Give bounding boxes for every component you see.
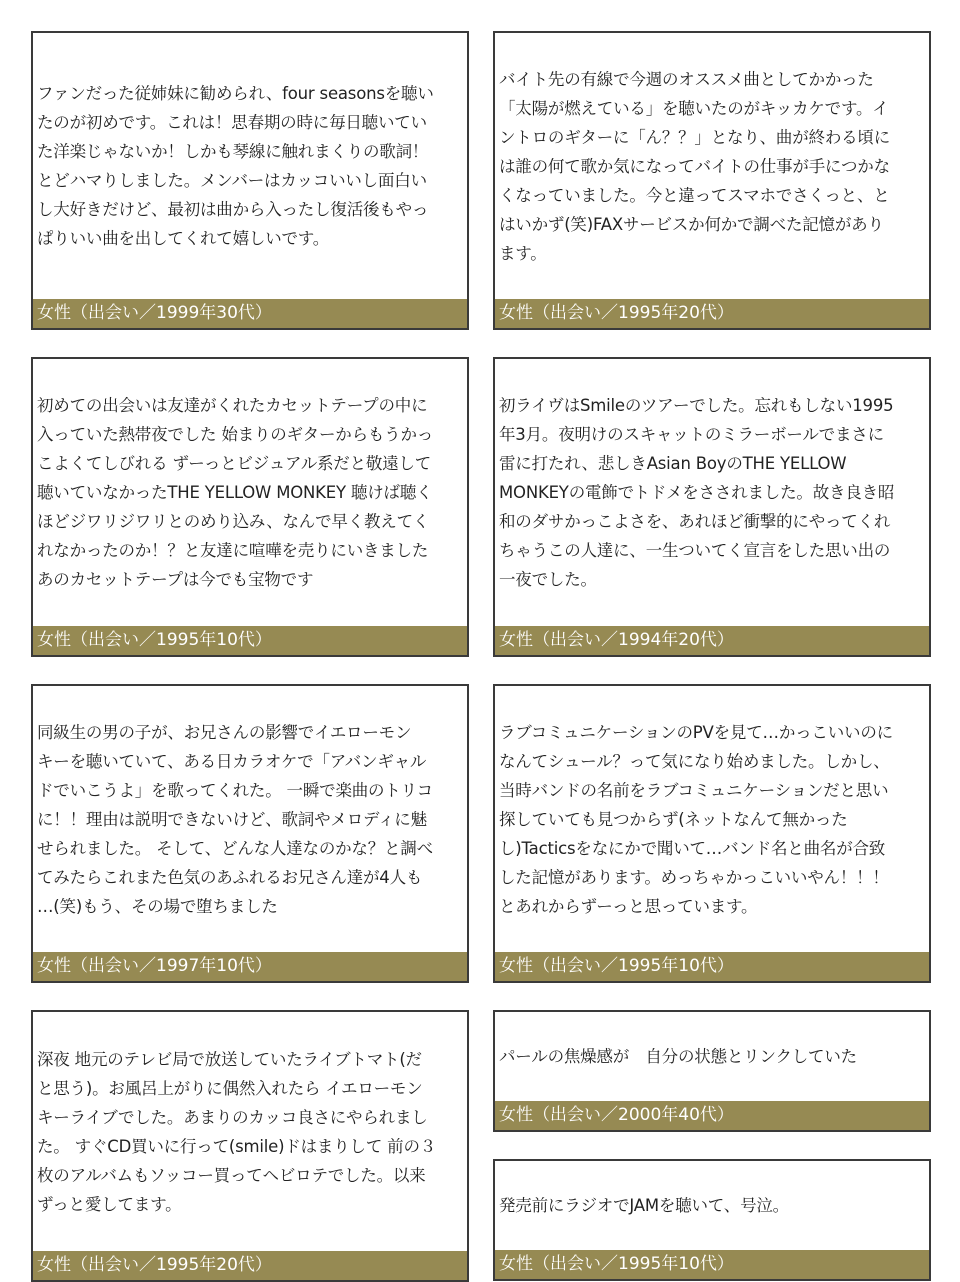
card-text-line: 深夜 地元のテレビ局で放送していたライブトマト(だ <box>37 1049 422 1069</box>
card-text-line: 一夜でした。 <box>499 570 597 589</box>
testimonial-card <box>493 684 931 983</box>
card-text-line: ントロのギターに「ん？？」となり、曲が終わる頃に <box>499 127 891 147</box>
card-text-line: せられました。 そして、どんな人達なのかな？と調べ <box>37 838 433 858</box>
card-text-line: あのカセットテープは今でも宝物です <box>37 570 314 589</box>
card-meta: 女性（出会い／1995年20代） <box>33 1251 467 1280</box>
card-meta: 女性（出会い／1995年10代） <box>33 626 467 655</box>
card-text-line: 雷に打たれ、悲しきAsian BoyのTHE YELLOW <box>499 454 847 473</box>
card-text <box>37 391 433 594</box>
card-text-line: し)Tacticsをなにかで聞いて…バンド名と曲名が合致 <box>499 838 886 858</box>
card-text-line: に！！理由は説明できないけど、歌詞やメロディに魅 <box>37 809 427 829</box>
card-text <box>37 718 433 921</box>
card-text-line: MONKEYの電飾でトドメをさされました。故き良き昭 <box>499 483 895 502</box>
card-text <box>499 718 893 921</box>
card-text-line: した記憶があります。めっちゃかっこいいやん！！！ <box>499 867 889 887</box>
card-text-line: れなかったのか！？と友達に喧嘩を売りにいきました <box>37 541 429 560</box>
card-text-line: 探していても見つからず(ネットなんて無かった <box>499 809 848 829</box>
testimonial-card <box>31 31 469 330</box>
card-text-line: た洋楽じゃないか！しかも琴線に触れまくりの歌詞！ <box>37 142 429 161</box>
testimonial-card <box>31 357 469 657</box>
card-text-line: し大好きだけど、最初は曲から入ったし復活後もやっ <box>37 200 429 219</box>
card-text-line: とあれからずーっと思っています。 <box>499 896 758 916</box>
card-text-line: ほどジワリジワリとのめり込み、なんで早く教えてく <box>37 512 430 531</box>
card-text-line: 年3月。夜明けのスキャットのミラーボールでまさに <box>499 425 884 444</box>
card-meta: 女性（出会い／1994年20代） <box>495 626 929 655</box>
testimonial-card <box>493 1159 931 1281</box>
card-text-line: くなっていました。今と違ってスマホでさくっと、と <box>499 185 890 205</box>
card-text <box>37 79 434 253</box>
testimonial-card <box>31 1010 469 1282</box>
testimonial-card <box>493 1010 931 1132</box>
card-text-line: なんてシュール？って気になり始めました。しかし、 <box>499 751 890 771</box>
card-text-line: とどハマりしました。メンバーはカッコいいし面白い <box>37 171 427 190</box>
card-text-line: ずっと愛してます。 <box>37 1194 182 1214</box>
card-text-line: ラブコミュニケーションのPVを見て…かっこいいのに <box>499 722 893 742</box>
card-meta: 女性（出会い／1995年10代） <box>495 1250 929 1279</box>
card-text-line: バイト先の有線で今週のオススメ曲としてかかった <box>499 69 874 89</box>
card-text <box>499 391 894 594</box>
card-text-line: は誰の何て歌か気になってバイトの仕事が手につかな <box>499 156 890 176</box>
card-text-line: 同級生の男の子が、お兄さんの影響でイエローモン <box>37 722 412 742</box>
card-meta: 女性（出会い／2000年40代） <box>495 1101 929 1130</box>
card-text-line: 初めての出会いは友達がくれたカセットテープの中に <box>37 396 428 415</box>
card-text-line: …(笑)もう、その場で堕ちました <box>37 896 278 916</box>
card-text-line: 和のダサかっこよさを、あれほど衝撃的にやってくれ <box>499 512 891 531</box>
card-meta: 女性（出会い／1999年30代） <box>33 299 467 328</box>
card-text-line: ちゃうこの人達に、一生ついてく宣言をした思い出の <box>499 541 891 560</box>
card-text-line: こよくてしびれる ずーっとビジュアル系だと敬遠して <box>37 454 432 473</box>
testimonial-card <box>31 684 469 983</box>
card-text-line: 聴いていなかったTHE YELLOW MONKEY 聴けば聴く <box>37 483 433 502</box>
card-meta: 女性（出会い／1997年10代） <box>33 952 467 981</box>
card-text-line: ます。 <box>499 243 547 263</box>
card-text-line: キーライブでした。あまりのカッコ良さにやられまし <box>37 1107 428 1127</box>
card-text-line: てみたらこれまた色気のあふれるお兄さん達が4人も <box>37 867 423 887</box>
card-text-line: 入っていた熱帯夜でした 始まりのギターからもうかっ <box>37 425 434 444</box>
card-text-line: キーを聴いていて、ある日カラオケで「アバンギャル <box>37 751 427 771</box>
card-text-line: 発売前にラジオでJAMを聴いて、号泣。 <box>499 1196 789 1215</box>
card-text-line: 初ライヴはSmileのツアーでした。忘れもしない1995 <box>499 396 894 415</box>
card-text <box>499 1191 789 1220</box>
card-text-line: パールの焦燥感が 自分の状態とリンクしていた <box>499 1047 857 1066</box>
card-text-line: はいかず(笑)FAXサービスか何かで調べた記憶があり <box>499 214 884 234</box>
card-text-line: ドでいこうよ」を歌ってくれた。 一瞬で楽曲のトリコ <box>37 780 433 800</box>
card-text-line: ファンだった従姉妹に勧められ、four seasonsを聴い <box>37 84 434 103</box>
card-text-line: たのが初めです。これは！思春期の時に毎日聴いてい <box>37 113 427 132</box>
card-text-line: ぱりいい曲を出してくれて嬉しいです。 <box>37 229 330 248</box>
card-text-line: 当時バンドの名前をラブコミュニケーションだと思い <box>499 780 889 800</box>
card-text-line: と思う)。お風呂上がりに偶然入れたら イエローモン <box>37 1078 423 1098</box>
card-text-line: 「太陽が燃えている」を聴いたのがキッカケです。イ <box>499 98 889 118</box>
card-text <box>499 1042 857 1071</box>
card-meta: 女性（出会い／1995年20代） <box>495 299 929 328</box>
card-text <box>37 1045 436 1219</box>
testimonial-card <box>493 31 931 330</box>
card-text <box>499 65 890 268</box>
card-text-line: 枚のアルバムもソッコー買ってヘビロテでした。以来 <box>37 1165 426 1185</box>
testimonial-card <box>493 357 931 657</box>
card-text-line: た。 すぐCD買いに行って(smile)ドはまりして 前の３ <box>37 1136 437 1156</box>
card-meta: 女性（出会い／1995年10代） <box>495 952 929 981</box>
